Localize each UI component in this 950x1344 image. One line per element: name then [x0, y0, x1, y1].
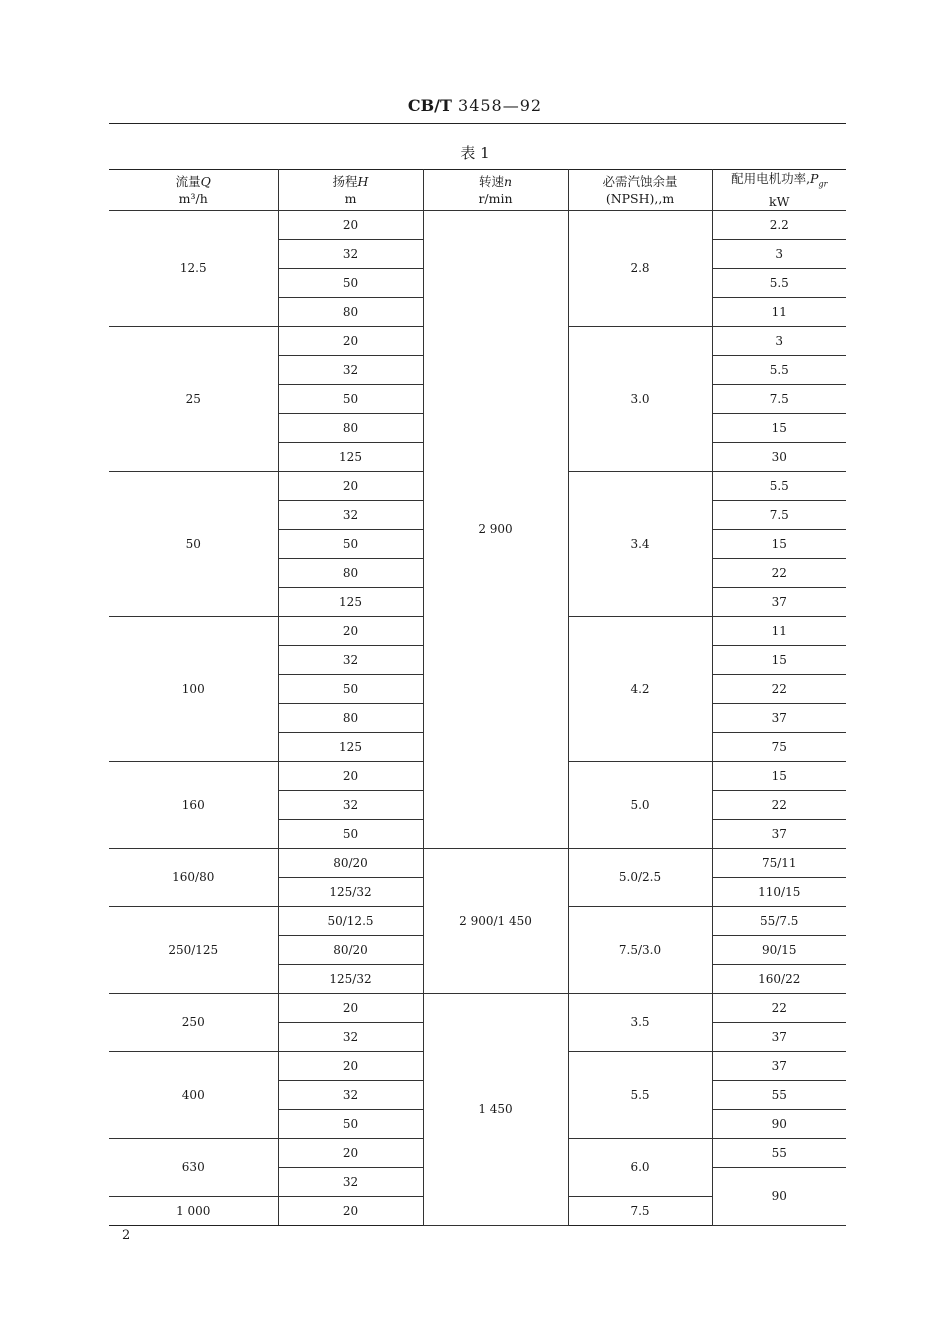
head-cell: 80	[278, 703, 423, 732]
flow-cell: 1 000	[109, 1196, 278, 1225]
speed-cell: 1 450	[423, 993, 568, 1225]
speed-cell: 2 900/1 450	[423, 848, 568, 993]
col-header-flow: 流量Q m³/h	[109, 170, 278, 211]
pump-spec-table	[109, 169, 846, 1226]
power-cell: 15	[712, 645, 846, 674]
flow-cell: 25	[109, 326, 278, 471]
flow-cell: 100	[109, 616, 278, 761]
npsh-cell: 3.5	[568, 993, 712, 1051]
head-cell: 50	[278, 529, 423, 558]
head-cell: 80	[278, 297, 423, 326]
table-header-row	[109, 170, 846, 211]
npsh-cell: 5.5	[568, 1051, 712, 1138]
power-cell: 7.5	[712, 500, 846, 529]
npsh-cell: 3.4	[568, 471, 712, 616]
head-cell: 20	[278, 1138, 423, 1167]
flow-cell: 50	[109, 471, 278, 616]
power-cell: 90	[712, 1109, 846, 1138]
head-cell: 80	[278, 413, 423, 442]
standard-prefix: CB/T	[407, 96, 452, 115]
power-cell: 15	[712, 413, 846, 442]
flow-cell: 250	[109, 993, 278, 1051]
npsh-cell: 4.2	[568, 616, 712, 761]
document-header	[0, 96, 950, 115]
npsh-cell: 7.5	[568, 1196, 712, 1225]
power-cell: 22	[712, 790, 846, 819]
power-cell: 30	[712, 442, 846, 471]
head-cell: 125	[278, 732, 423, 761]
power-cell: 2.2	[712, 210, 846, 239]
head-cell: 80/20	[278, 935, 423, 964]
npsh-cell: 2.8	[568, 210, 712, 326]
power-cell: 110/15	[712, 877, 846, 906]
head-cell: 32	[278, 1080, 423, 1109]
head-cell: 80/20	[278, 848, 423, 877]
flow-cell: 400	[109, 1051, 278, 1138]
power-cell: 22	[712, 993, 846, 1022]
npsh-cell: 5.0	[568, 761, 712, 848]
power-cell: 22	[712, 674, 846, 703]
head-cell: 125/32	[278, 964, 423, 993]
head-cell: 32	[278, 500, 423, 529]
head-cell: 32	[278, 239, 423, 268]
head-cell: 50/12.5	[278, 906, 423, 935]
head-cell: 80	[278, 558, 423, 587]
head-cell: 32	[278, 645, 423, 674]
col-header-speed: 转速n r/min	[423, 170, 568, 211]
table-row	[109, 210, 846, 239]
head-cell: 20	[278, 761, 423, 790]
head-cell: 20	[278, 993, 423, 1022]
power-cell: 37	[712, 587, 846, 616]
power-cell: 37	[712, 1022, 846, 1051]
table-body	[109, 210, 846, 1225]
power-cell: 7.5	[712, 384, 846, 413]
power-cell: 22	[712, 558, 846, 587]
page-number: 2	[122, 1228, 131, 1243]
head-cell: 20	[278, 1196, 423, 1225]
table-row	[109, 848, 846, 877]
standard-code: 3458—92	[458, 96, 543, 115]
head-cell: 20	[278, 616, 423, 645]
power-cell: 90	[712, 1167, 846, 1225]
head-cell: 20	[278, 1051, 423, 1080]
head-cell: 20	[278, 210, 423, 239]
head-cell: 32	[278, 1167, 423, 1196]
table-row	[109, 993, 846, 1022]
npsh-cell: 5.0/2.5	[568, 848, 712, 906]
head-cell: 125/32	[278, 877, 423, 906]
speed-cell: 2 900	[423, 210, 568, 848]
npsh-cell: 7.5/3.0	[568, 906, 712, 993]
power-cell: 37	[712, 1051, 846, 1080]
power-cell: 37	[712, 819, 846, 848]
flow-cell: 160	[109, 761, 278, 848]
power-cell: 75/11	[712, 848, 846, 877]
col-header-npsh: 必需汽蚀余量 (NPSH),,m	[568, 170, 712, 211]
head-cell: 50	[278, 268, 423, 297]
power-cell: 3	[712, 326, 846, 355]
power-cell: 160/22	[712, 964, 846, 993]
power-cell: 5.5	[712, 355, 846, 384]
table-caption: 表 1	[460, 144, 490, 162]
power-cell: 55	[712, 1080, 846, 1109]
head-cell: 50	[278, 674, 423, 703]
power-cell: 11	[712, 297, 846, 326]
flow-cell: 250/125	[109, 906, 278, 993]
power-cell: 90/15	[712, 935, 846, 964]
head-cell: 32	[278, 355, 423, 384]
col-header-head: 扬程H m	[278, 170, 423, 211]
npsh-cell: 6.0	[568, 1138, 712, 1196]
flow-cell: 160/80	[109, 848, 278, 906]
power-cell: 15	[712, 761, 846, 790]
power-cell: 5.5	[712, 471, 846, 500]
head-cell: 20	[278, 471, 423, 500]
head-cell: 50	[278, 1109, 423, 1138]
head-cell: 20	[278, 326, 423, 355]
head-cell: 125	[278, 587, 423, 616]
power-cell: 75	[712, 732, 846, 761]
head-cell: 50	[278, 384, 423, 413]
head-cell: 32	[278, 1022, 423, 1051]
power-cell: 37	[712, 703, 846, 732]
npsh-cell: 3.0	[568, 326, 712, 471]
head-cell: 125	[278, 442, 423, 471]
head-cell: 32	[278, 790, 423, 819]
power-cell: 3	[712, 239, 846, 268]
power-cell: 5.5	[712, 268, 846, 297]
header-rule	[109, 123, 846, 124]
power-cell: 55	[712, 1138, 846, 1167]
flow-cell: 12.5	[109, 210, 278, 326]
col-header-power: 配用电机功率$,P_{gr}$ kW	[712, 170, 846, 211]
flow-cell: 630	[109, 1138, 278, 1196]
power-cell: 15	[712, 529, 846, 558]
power-cell: 11	[712, 616, 846, 645]
head-cell: 50	[278, 819, 423, 848]
power-cell: 55/7.5	[712, 906, 846, 935]
